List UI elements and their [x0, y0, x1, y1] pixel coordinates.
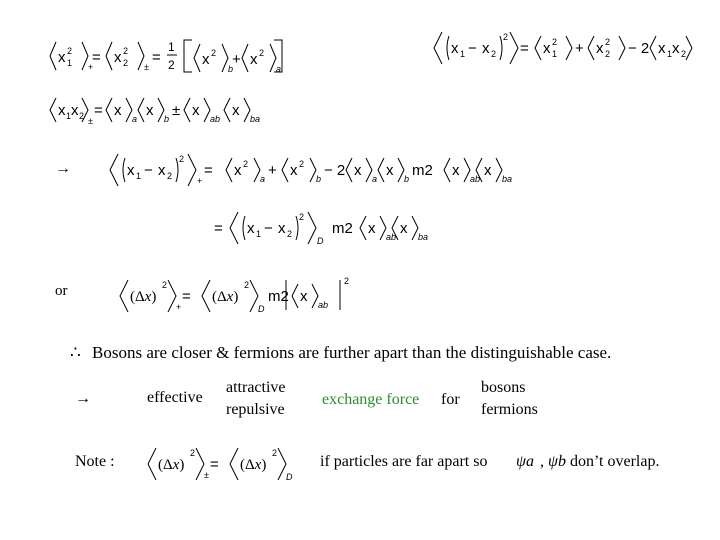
svg-text:2: 2 — [123, 46, 129, 56]
svg-text:ab: ab — [318, 300, 329, 310]
svg-text:1: 1 — [168, 40, 175, 54]
svg-text:(Δx): (Δx) — [130, 289, 157, 305]
svg-text:2: 2 — [179, 154, 185, 164]
svg-text:− 2: − 2 — [324, 162, 346, 179]
attractive-label: attractive — [226, 379, 286, 396]
implies-arrow-1: → — [55, 160, 71, 177]
svg-text:=: = — [214, 220, 223, 237]
effective-label: effective — [147, 389, 203, 406]
dont-overlap-text: don’t overlap. — [570, 453, 660, 470]
svg-text:a: a — [260, 174, 266, 184]
svg-text:x: x — [146, 102, 154, 119]
svg-text:−: − — [144, 162, 153, 179]
svg-text:2: 2 — [552, 37, 558, 47]
svg-text:a: a — [276, 64, 282, 74]
fermions-label: fermions — [481, 401, 538, 418]
svg-text:=: = — [92, 49, 101, 66]
svg-text:+: + — [176, 302, 182, 312]
implies-arrow-2: → — [75, 390, 91, 407]
svg-text:D: D — [258, 304, 265, 314]
svg-text:ba: ba — [418, 232, 429, 242]
svg-text:x: x — [452, 162, 460, 179]
svg-text:2: 2 — [190, 448, 196, 458]
svg-text:a: a — [132, 114, 138, 124]
svg-text:2: 2 — [244, 280, 250, 290]
svg-text:=: = — [94, 102, 103, 119]
svg-text:2: 2 — [287, 229, 293, 239]
svg-text:x: x — [386, 162, 394, 179]
equation-spread-squared — [118, 276, 368, 316]
svg-text:2: 2 — [299, 212, 305, 222]
svg-text:2: 2 — [167, 171, 173, 181]
svg-text:ab: ab — [470, 174, 481, 184]
svg-text:x: x — [250, 51, 258, 68]
conclusion-text: Bosons are closer & fermions are further apart than the distinguishable case. — [92, 343, 612, 362]
svg-text:m2: m2 — [332, 220, 353, 237]
svg-text:x: x — [290, 162, 298, 179]
svg-text:2: 2 — [344, 276, 350, 286]
svg-text:x: x — [354, 162, 362, 179]
svg-text:b: b — [164, 114, 170, 124]
svg-text:m2: m2 — [412, 162, 433, 179]
svg-text:x: x — [202, 51, 210, 68]
force-type-stack — [226, 377, 286, 421]
svg-text:2: 2 — [211, 48, 217, 58]
svg-text:x: x — [114, 102, 122, 119]
svg-text:1: 1 — [460, 49, 466, 59]
note-condition-text: if particles are far apart so — [320, 453, 488, 470]
svg-text:1: 1 — [67, 58, 73, 68]
svg-text:x: x — [192, 102, 200, 119]
svg-text:=: = — [152, 49, 161, 66]
svg-text:x: x — [114, 49, 122, 66]
svg-text:2: 2 — [605, 49, 611, 59]
svg-text:2: 2 — [67, 46, 73, 56]
svg-text:2: 2 — [681, 49, 687, 59]
svg-text:±: ± — [204, 470, 209, 480]
equation-separation-expansion — [432, 28, 692, 68]
svg-text:x: x — [482, 40, 490, 57]
svg-text:2: 2 — [259, 48, 265, 58]
svg-text:x: x — [672, 40, 680, 57]
for-label: for — [441, 391, 460, 408]
svg-text:x: x — [596, 40, 604, 57]
comma-separator: , — [540, 453, 544, 470]
svg-text:2: 2 — [605, 37, 611, 47]
svg-text:2: 2 — [299, 159, 305, 169]
svg-text:x: x — [278, 220, 286, 237]
svg-text:2: 2 — [503, 32, 509, 42]
or-label: or — [55, 283, 68, 299]
svg-text:1: 1 — [136, 171, 142, 181]
svg-text:−: − — [264, 220, 273, 237]
bosons-label: bosons — [481, 379, 526, 396]
svg-text:±: ± — [144, 62, 149, 72]
svg-text:2: 2 — [123, 58, 129, 68]
svg-text:x: x — [127, 162, 135, 179]
svg-text:+: + — [268, 162, 277, 179]
svg-text:(Δx): (Δx) — [212, 289, 239, 305]
svg-text:(Δx): (Δx) — [158, 457, 185, 473]
svg-text:x: x — [234, 162, 242, 179]
svg-text:x: x — [543, 40, 551, 57]
svg-text:ba: ba — [250, 114, 261, 124]
svg-text:±: ± — [88, 116, 93, 126]
repulsive-label: repulsive — [226, 401, 285, 418]
svg-text:x: x — [58, 102, 66, 119]
svg-text:=: = — [204, 162, 213, 179]
svg-text:x: x — [300, 288, 308, 305]
svg-text:D: D — [286, 472, 293, 482]
svg-text:x: x — [58, 49, 66, 66]
equation-cross-term — [48, 94, 278, 126]
svg-text:m2: m2 — [268, 288, 289, 305]
svg-text:D: D — [317, 236, 324, 246]
svg-text:b: b — [404, 174, 410, 184]
therefore-symbol: ∴ — [70, 343, 81, 362]
psi-b-label: ψb — [548, 453, 566, 470]
equation-separation-symmetric — [108, 150, 513, 190]
svg-text:x: x — [158, 162, 166, 179]
svg-text:x: x — [71, 102, 79, 119]
equation-mean-square-position — [48, 34, 288, 74]
svg-text:+: + — [197, 176, 203, 186]
svg-text:− 2: − 2 — [628, 40, 650, 57]
svg-text:+: + — [575, 40, 584, 57]
svg-text:(Δx): (Δx) — [240, 457, 267, 473]
svg-text:ab: ab — [210, 114, 221, 124]
svg-text:=: = — [520, 40, 529, 57]
svg-text:ba: ba — [502, 174, 513, 184]
note-label: Note : — [75, 453, 115, 470]
psi-b-symbol — [548, 453, 566, 471]
svg-text:x: x — [232, 102, 240, 119]
svg-text:2: 2 — [491, 49, 497, 59]
svg-text:=: = — [182, 288, 191, 305]
psi-a-label: ψa — [516, 453, 534, 470]
svg-text:1: 1 — [667, 49, 673, 59]
svg-text:ab: ab — [386, 232, 397, 242]
svg-text:±: ± — [172, 102, 181, 119]
exchange-force-label: exchange force — [322, 391, 420, 408]
svg-text:+: + — [88, 62, 94, 72]
svg-text:2: 2 — [79, 111, 85, 121]
svg-text:1: 1 — [552, 49, 558, 59]
psi-a-symbol — [516, 453, 534, 471]
svg-text:2: 2 — [243, 159, 249, 169]
equation-spread-no-overlap — [146, 444, 306, 484]
svg-text:=: = — [210, 456, 219, 473]
svg-text:+: + — [232, 51, 241, 68]
svg-text:1: 1 — [256, 229, 262, 239]
equation-separation-distinguishable — [212, 208, 442, 248]
svg-text:1: 1 — [66, 111, 72, 121]
svg-text:x: x — [368, 220, 376, 237]
svg-text:−: − — [468, 40, 477, 57]
svg-text:b: b — [316, 174, 322, 184]
svg-text:x: x — [247, 220, 255, 237]
svg-text:b: b — [228, 64, 234, 74]
svg-text:x: x — [451, 40, 459, 57]
svg-text:x: x — [400, 220, 408, 237]
svg-text:x: x — [658, 40, 666, 57]
svg-text:2: 2 — [162, 280, 168, 290]
svg-text:2: 2 — [272, 448, 278, 458]
particle-type-stack — [481, 377, 538, 421]
svg-text:x: x — [484, 162, 492, 179]
svg-text:a: a — [372, 174, 378, 184]
svg-text:2: 2 — [168, 58, 175, 72]
